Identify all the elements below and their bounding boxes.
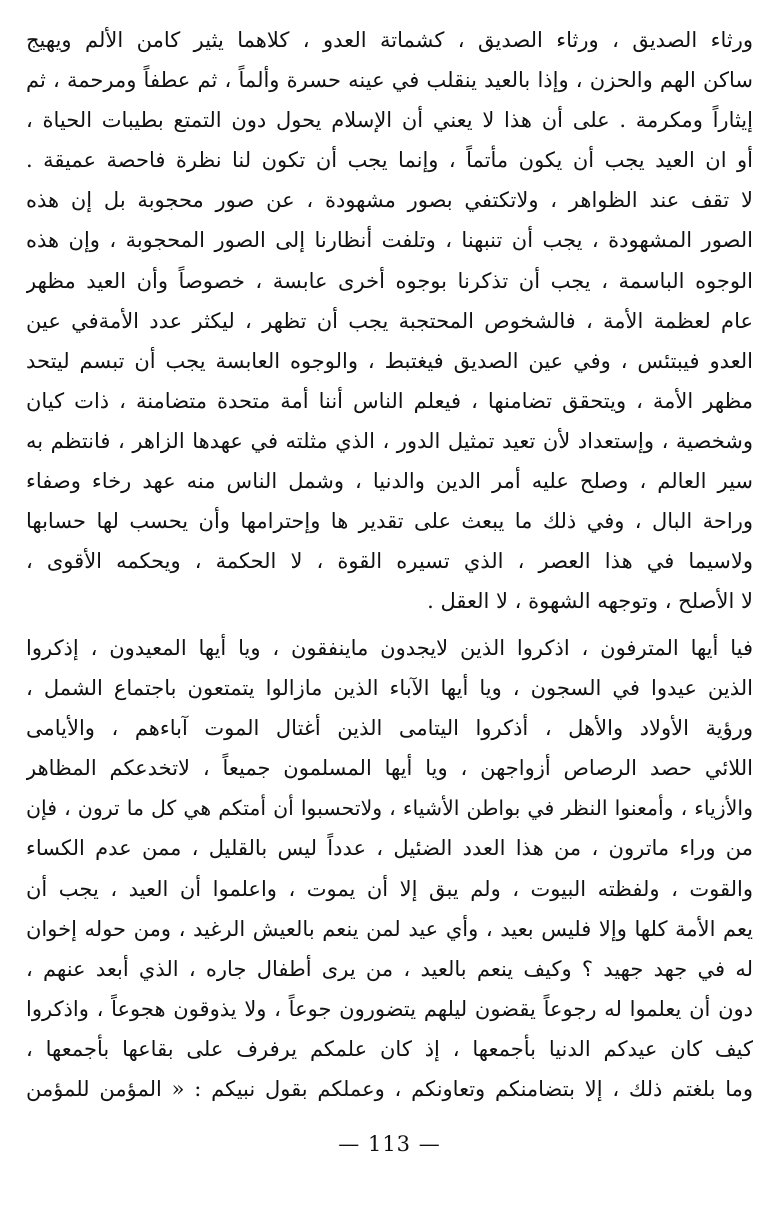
text-line: وراحة البال ، وفي ذلك ما يبعث على تقدير ها وإحترامها وأن يحسب لها حسابها (26, 509, 753, 534)
text-line: الذين عيدوا في السجون ، ويا أيها الآباء الذين مازالوا يتمتعون باجتماع الشمل ، (26, 676, 753, 701)
text-line: عام لعظمة الأمة ، فالشخوص المحتجبة يجب أن تظهر ، ليكثر عدد الأمةفي عين (26, 308, 753, 333)
page-number: — 113 — (338, 1132, 441, 1156)
text-line: مظهر الأمة ، ويتحقق تضامنها ، فيعلم الناس أننا أمة متحدة متضامنة ، ذات كيان (26, 388, 753, 413)
paragraph-2 (26, 628, 753, 1109)
text-line: ولاسيما في هذا العصر ، الذي تسيره القوة ، لا الحكمة ، ويحكمه الأقوى ، (26, 549, 753, 574)
text-line: فيا أيها المترفون ، اذكروا الذين لايجدون ماينفقون ، ويا أيها المعيدون ، إذكروا (26, 636, 753, 660)
text-line: والقوت ، ولفظته البيوت ، ولم يبق إلا أن يموت ، واعلموا أن العيد ، يجب أن (26, 876, 753, 901)
text-line: ورثاء الصديق ، ورثاء الصديق ، كشماتة العدو ، كلاهما يثير كامن الألم ويهيج (26, 28, 753, 52)
text-line: والأزياء ، وأمعنوا النظر في بواطن الأشياء ، ولاتحسبوا أن أمتكم هي كل ما ترون ، فإن (26, 796, 753, 821)
text-line: سير العالم ، وصلح عليه أمر الدين والدنيا ، وشمل الناس منه عهد رخاء وصفاء (26, 469, 753, 494)
text-line: إيثاراً ومكرمة . على أن هذا لا يعني أن الإسلام يحول دون التمتع بطيبات الحياة ، (26, 108, 753, 133)
text-line: أو ان العيد يجب أن يكون مأتماً ، وإنما يجب أن تكون لنا نظرة فاحصة عميقة . (26, 148, 753, 173)
text-line: اللائي حصد الرصاص أزواجهن ، ويا أيها المسلمون جميعاً ، لاتخدعكم المظاهر (26, 756, 753, 781)
paragraph-1 (26, 20, 753, 621)
text-line: له في جهد جهيد ؟ وكيف ينعم بالعيد ، من يرى أطفال جاره ، الذي أبعد عنهم ، (26, 956, 753, 981)
text-line: ورؤية الأولاد والأهل ، أذكروا اليتامى الذين أغتال الموت آباءهم ، والأيامى (26, 716, 753, 741)
text-line: لا تقف عند الظواهر ، ولاتكتفي بصور مشهودة ، عن صور محجوبة بل إن هذه (26, 188, 753, 213)
text-line: الوجوه الباسمة ، يجب أن تذكرنا بوجوه أخرى عابسة ، خصوصاً وأن العيد مظهر (26, 268, 753, 293)
text-line: وشخصية ، وإستعداد لأن تعيد تمثيل الدور ، الذي مثلته في عهدها الزاهر ، فانتظم به (26, 428, 753, 453)
text-line: لا الأصلح ، وتوجهه الشهوة ، لا العقل . (427, 589, 753, 614)
text-line: دون أن يعلموا له رجوعاً يقضون ليلهم يتضورون جوعاً ، ولا يذوقون هجوعاً ، واذكروا (26, 996, 753, 1021)
text-line: وما بلغتم ذلك ، إلا بتضامنكم وتعاونكم ، وعملكم بقول نبيكم : « المؤمن للمؤمن (26, 1077, 753, 1102)
text-line: يعم الأمة كلها وإلا فليس بعيد ، وأي عيد لمن ينعم بالعيش الرغيد ، ومن حوله إخوان (26, 916, 753, 941)
text-line: كيف كان عيدكم الدنيا بأجمعها ، إذ كان علمكم يرفرف على بقاعها بأجمعها ، (26, 1036, 753, 1061)
text-line: ساكن الهم والحزن ، وإذا بالعيد ينقلب في عينه حسرة وألماً ، ثم عطفاً ومرحمة ، ثم (26, 68, 753, 93)
text-line: الصور المشهودة ، يجب أن تنبهنا ، وتلفت أنظارنا إلى الصور المحجوبة ، وإن هذه (26, 228, 753, 253)
text-line: العدو فيبتئس ، وفي عين الصديق فيغتبط ، والوجوه العابسة يجب أن تبسم ليتحد (26, 348, 753, 373)
text-line: من وراء ماترون ، من هذا العدد الضئيل ، عدداً ليس بالقليل ، ممن عدم الكساء (26, 836, 753, 861)
